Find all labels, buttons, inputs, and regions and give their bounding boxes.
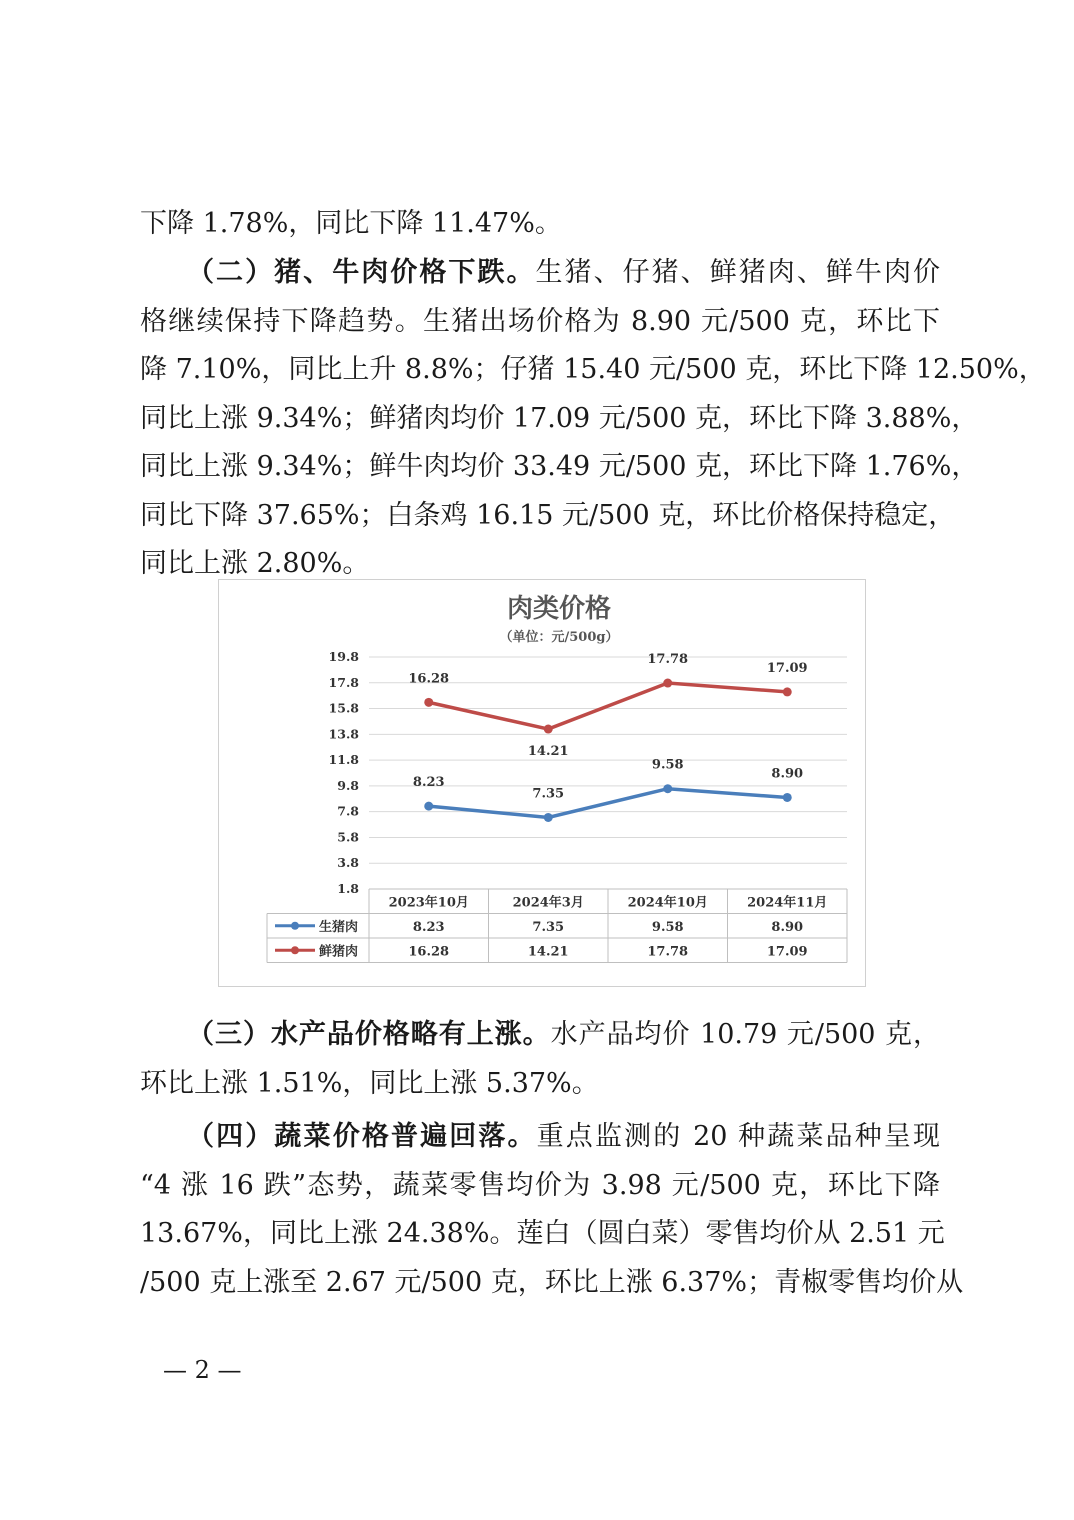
data-label: 17.09 bbox=[766, 660, 808, 676]
data-label: 8.23 bbox=[412, 775, 445, 791]
text-line: 同比上涨 2.80%。 bbox=[140, 548, 370, 579]
y-tick-label: 17.8 bbox=[328, 674, 359, 690]
text-line bbox=[140, 1011, 940, 1060]
paragraph-continuation bbox=[140, 200, 940, 249]
text-line: 同比上涨 9.34%；鲜牛肉均价 33.49 元/500 克，环比下降 1.76%， bbox=[140, 451, 979, 482]
text-line: 环比上涨 1.51%，同比上涨 5.37%。 bbox=[140, 1067, 599, 1099]
legend-marker bbox=[291, 946, 299, 954]
data-point bbox=[544, 725, 553, 734]
y-tick-label: 7.8 bbox=[337, 803, 359, 819]
text-line: 同比上涨 9.34%；鲜猪肉均价 17.09 元/500 克，环比下降 3.88%， bbox=[140, 402, 979, 434]
data-point bbox=[783, 687, 792, 696]
legend-marker bbox=[291, 922, 299, 930]
x-category-label: 2024年3月 bbox=[512, 895, 584, 911]
text-line: 同比下降 37.65%；白条鸡 16.15 元/500 克，环比价格保持稳定， bbox=[140, 499, 956, 531]
text-line: /500 克上涨至 2.67 元/500 克，环比上涨 6.37%；青椒零售均价从 bbox=[140, 1266, 964, 1298]
text-line: 格继续保持下降趋势。生猪出场价格为 8.90 元/500 克，环比下 bbox=[140, 305, 940, 337]
text-line bbox=[140, 249, 940, 298]
series-line bbox=[429, 789, 788, 818]
paragraph-pork-beef bbox=[140, 249, 1046, 589]
data-label: 7.35 bbox=[532, 786, 565, 802]
section-heading: （二）猪、牛肉价格下跌。 bbox=[187, 257, 536, 288]
page-number: — 2 — bbox=[163, 1356, 242, 1384]
x-category-label: 2023年10月 bbox=[388, 895, 469, 911]
text-line: 下降 1.78%，同比下降 11.47%。 bbox=[140, 208, 562, 239]
table-cell-value: 14.21 bbox=[527, 944, 569, 960]
y-tick-label: 11.8 bbox=[328, 752, 359, 768]
y-tick-label: 1.8 bbox=[337, 881, 359, 896]
text-line: 13.67%，同比上涨 24.38%。莲白（圆白菜）零售均价从 2.51 元 bbox=[140, 1218, 945, 1249]
table-cell-value: 7.35 bbox=[532, 919, 565, 935]
data-label: 9.58 bbox=[651, 757, 684, 773]
y-tick-label: 9.8 bbox=[337, 777, 359, 793]
section-heading: （三）水产品价格略有上涨。 bbox=[187, 1019, 551, 1050]
data-point bbox=[424, 802, 433, 811]
y-tick-label: 5.8 bbox=[337, 829, 359, 845]
meat-price-chart bbox=[218, 579, 866, 987]
text-line: “4 涨 16 跌”态势，蔬菜零售均价为 3.98 元/500 克，环比下降 bbox=[140, 1169, 940, 1201]
text-line bbox=[140, 1113, 940, 1162]
data-point bbox=[544, 813, 553, 822]
data-point bbox=[783, 793, 792, 802]
legend-series-name: 生猪肉 bbox=[319, 919, 359, 935]
legend-series-name: 鲜猪肉 bbox=[319, 944, 359, 960]
series-line bbox=[429, 683, 788, 729]
data-label: 8.90 bbox=[771, 766, 804, 782]
table-cell-value: 8.90 bbox=[771, 919, 804, 935]
data-label: 14.21 bbox=[527, 744, 569, 760]
table-cell-value: 8.23 bbox=[412, 919, 445, 935]
paragraph-aquatic bbox=[140, 1011, 940, 1108]
data-point bbox=[663, 784, 672, 793]
data-label: 17.78 bbox=[647, 652, 689, 668]
table-cell-value: 17.09 bbox=[766, 944, 808, 960]
y-tick-label: 19.8 bbox=[328, 649, 359, 664]
data-point bbox=[424, 698, 433, 707]
chart-canvas bbox=[219, 580, 864, 985]
x-category-label: 2024年11月 bbox=[747, 895, 828, 911]
y-tick-label: 15.8 bbox=[328, 700, 359, 716]
text-run: 水产品均价 10.79 元/500 克， bbox=[550, 1019, 941, 1050]
table-cell-value: 9.58 bbox=[651, 919, 684, 935]
section-heading: （四）蔬菜价格普遍回落。 bbox=[187, 1121, 537, 1152]
data-label: 16.28 bbox=[408, 671, 450, 687]
paragraph-vegetables bbox=[140, 1113, 964, 1307]
text-line: 降 7.10%，同比上升 8.8%；仔猪 15.40 元/500 克，环比下降 12.50%， bbox=[140, 354, 1046, 385]
chart-subtitle: （单位：元/500g） bbox=[499, 630, 619, 645]
text-run: 重点监测的 20 种蔬菜品种呈现 bbox=[536, 1121, 940, 1152]
y-tick-label: 3.8 bbox=[337, 855, 359, 871]
x-category-label: 2024年10月 bbox=[627, 895, 708, 911]
table-cell-value: 16.28 bbox=[408, 944, 450, 960]
y-tick-label: 13.8 bbox=[328, 726, 359, 742]
data-point bbox=[663, 679, 672, 688]
chart-title: 肉类价格 bbox=[506, 594, 612, 624]
text-run: 生猪、仔猪、鲜猪肉、鲜牛肉价 bbox=[535, 257, 941, 288]
table-cell-value: 17.78 bbox=[647, 944, 689, 960]
